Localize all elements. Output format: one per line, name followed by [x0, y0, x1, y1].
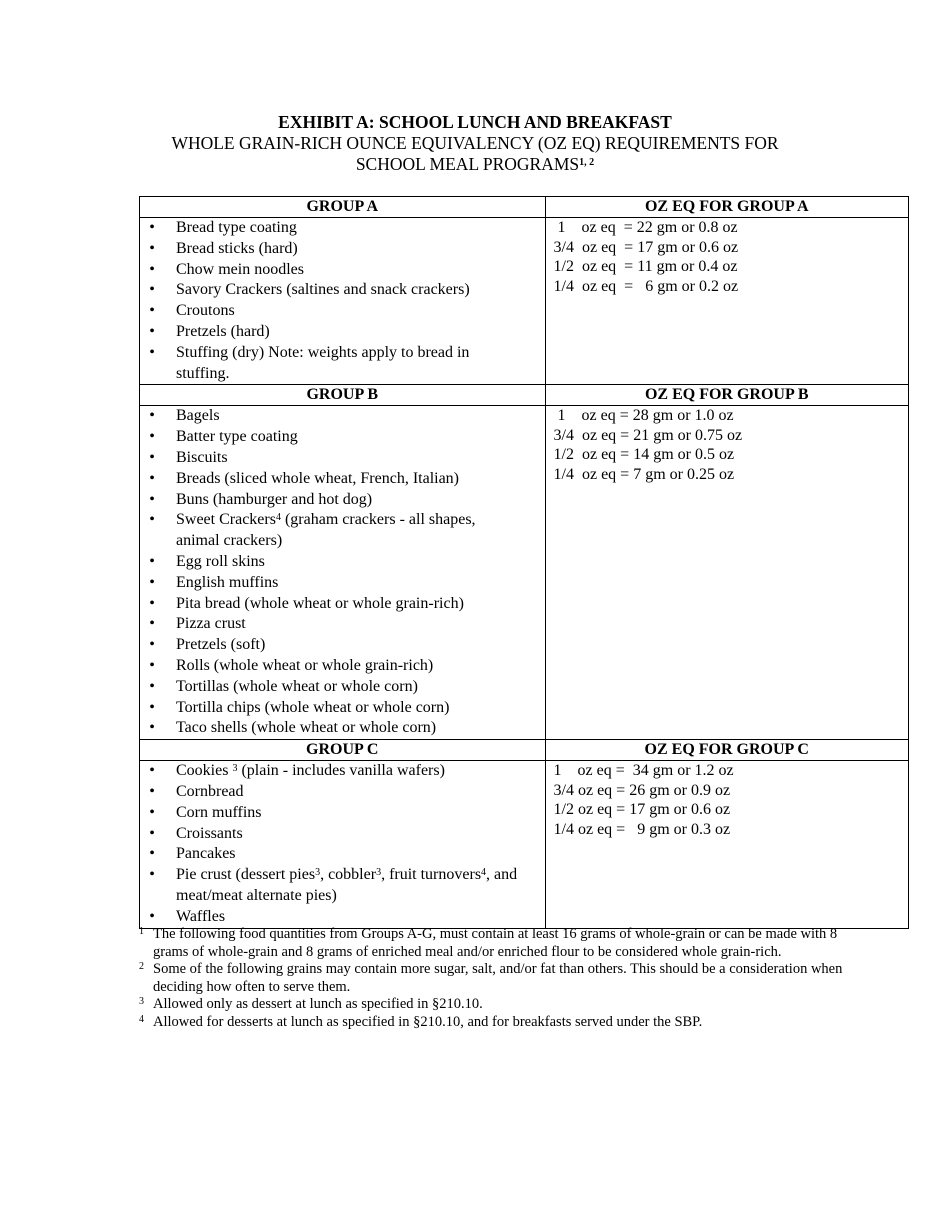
list-item: • Bread type coating: [149, 219, 297, 236]
list-item: • Bagels: [149, 407, 220, 425]
title-line-3: SCHOOL MEAL PROGRAMS$^{1, 2}$: [355, 154, 595, 174]
group-a-list: [140, 218, 545, 384]
oz-eq-table: [139, 196, 909, 929]
list-item: • Waffles: [149, 907, 226, 925]
eq-line: 3/4 oz eq = 21 gm or 0.75 oz: [553, 426, 743, 444]
group-b-header: GROUP B: [140, 385, 546, 406]
list-item: • Pizza crust: [149, 615, 246, 633]
group-b-oz-header: OZ EQ FOR GROUP B: [545, 385, 908, 406]
eq-line: 1 oz eq = 28 gm or 1.0 oz: [553, 407, 734, 425]
eq-line: 1 oz eq = 22 gm or 0.8 oz: [553, 219, 738, 236]
eq-line: 1/4 oz eq = 6 gm or 0.2 oz: [553, 277, 739, 295]
list-item: • Cookies $^3$ (plain - includes vanilla wafers): [149, 762, 445, 780]
group-a-eq-cell: [545, 218, 908, 385]
eq-line: 1/4 oz eq = 7 gm or 0.25 oz: [553, 465, 735, 483]
list-item: • Sweet Crackers$^4$ (graham crackers - all shapes, animal crackers): [149, 511, 476, 550]
title-footnote-ref: 1, 2: [579, 157, 595, 168]
group-a-header: GROUP A: [140, 197, 546, 218]
group-b-list: [140, 406, 545, 739]
list-item: • Egg roll skins: [149, 552, 265, 570]
list-item: • Stuffing (dry) Note: weights apply to bread in stuffing.: [149, 343, 470, 382]
list-item: • Pita bread (whole wheat or whole grain-rich): [149, 594, 464, 612]
eq-line: 3/4 oz eq = 17 gm or 0.6 oz: [553, 238, 739, 256]
list-item: • Corn muffins: [149, 803, 262, 821]
footnote: 4 Allowed for desserts at lunch as specified in §210.10, and for breakfasts served under the SBP.: [139, 1013, 703, 1030]
list-item: • Pie crust (dessert pies$^3$, cobbler$^3$, fruit turnovers$^4$, and meat/meat alternate pies): [149, 866, 518, 904]
footnote: 1 The following food quantities from Groups A-G, must contain at least 16 grams of whole-grain or can be made with 8 grams of whole-grain and 8 grams of enriched meal and/or enriched flour to be considered whole grain-rich.: [139, 926, 838, 960]
footnote: 2 Some of the following grains may contain more sugar, salt, and/or fat than others. This should be a consideration when deciding how often to serve them.: [139, 961, 843, 995]
list-item: • Tortilla chips (whole wheat or whole corn): [149, 698, 450, 716]
list-item: • Buns (hamburger and hot dog): [149, 490, 373, 508]
group-a-oz-header: OZ EQ FOR GROUP A: [545, 197, 908, 218]
group-c-items-cell: [140, 761, 546, 928]
list-item: • Batter type coating: [149, 428, 298, 446]
list-item: • Rolls (whole wheat or whole grain-rich): [149, 656, 434, 674]
group-c-header: GROUP C: [140, 740, 546, 761]
document-title: [0, 112, 950, 175]
list-item: • Chow mein noodles: [149, 260, 304, 278]
title-line-2: WHOLE GRAIN-RICH OUNCE EQUIVALENCY (OZ EQ) REQUIREMENTS FOR: [171, 133, 779, 153]
group-c-list: [140, 761, 545, 927]
group-b-eq-cell: [545, 406, 908, 740]
group-c-eq-cell: [545, 761, 908, 928]
eq-line: 3/4 oz eq = 26 gm or 0.9 oz: [553, 781, 731, 799]
list-item: • Taco shells (whole wheat or whole corn): [149, 719, 437, 737]
list-item: • Croutons: [149, 302, 235, 320]
list-item: • Pretzels (hard): [149, 322, 270, 340]
group-b-items-cell: [140, 406, 546, 740]
list-item: • Croissants: [149, 824, 243, 842]
list-item: • Cornbread: [149, 782, 244, 800]
list-item: • English muffins: [149, 573, 279, 591]
list-item: • Tortillas (whole wheat or whole corn): [149, 677, 418, 695]
footnotes: [139, 926, 859, 1031]
footnote: 3 Allowed only as dessert at lunch as specified in §210.10.: [139, 996, 483, 1012]
eq-line: 1 oz eq = 34 gm or 1.2 oz: [553, 762, 734, 780]
list-item: • Breads (sliced whole wheat, French, Italian): [149, 469, 460, 487]
eq-line: 1/4 oz eq = 9 gm or 0.3 oz: [553, 820, 731, 838]
list-item: • Bread sticks (hard): [149, 239, 298, 257]
eq-line: 1/2 oz eq = 14 gm or 0.5 oz: [553, 446, 735, 464]
list-item: • Pancakes: [149, 845, 236, 863]
group-c-oz-header: OZ EQ FOR GROUP C: [545, 740, 908, 761]
list-item: • Savory Crackers (saltines and snack crackers): [149, 281, 470, 299]
eq-line: 1/2 oz eq = 11 gm or 0.4 oz: [553, 258, 738, 275]
list-item: • Biscuits: [149, 448, 228, 466]
group-a-items-cell: [140, 218, 546, 385]
list-item: • Pretzels (soft): [149, 636, 266, 654]
title-line-1: EXHIBIT A: SCHOOL LUNCH AND BREAKFAST: [278, 112, 672, 132]
eq-line: 1/2 oz eq = 17 gm or 0.6 oz: [553, 801, 731, 819]
